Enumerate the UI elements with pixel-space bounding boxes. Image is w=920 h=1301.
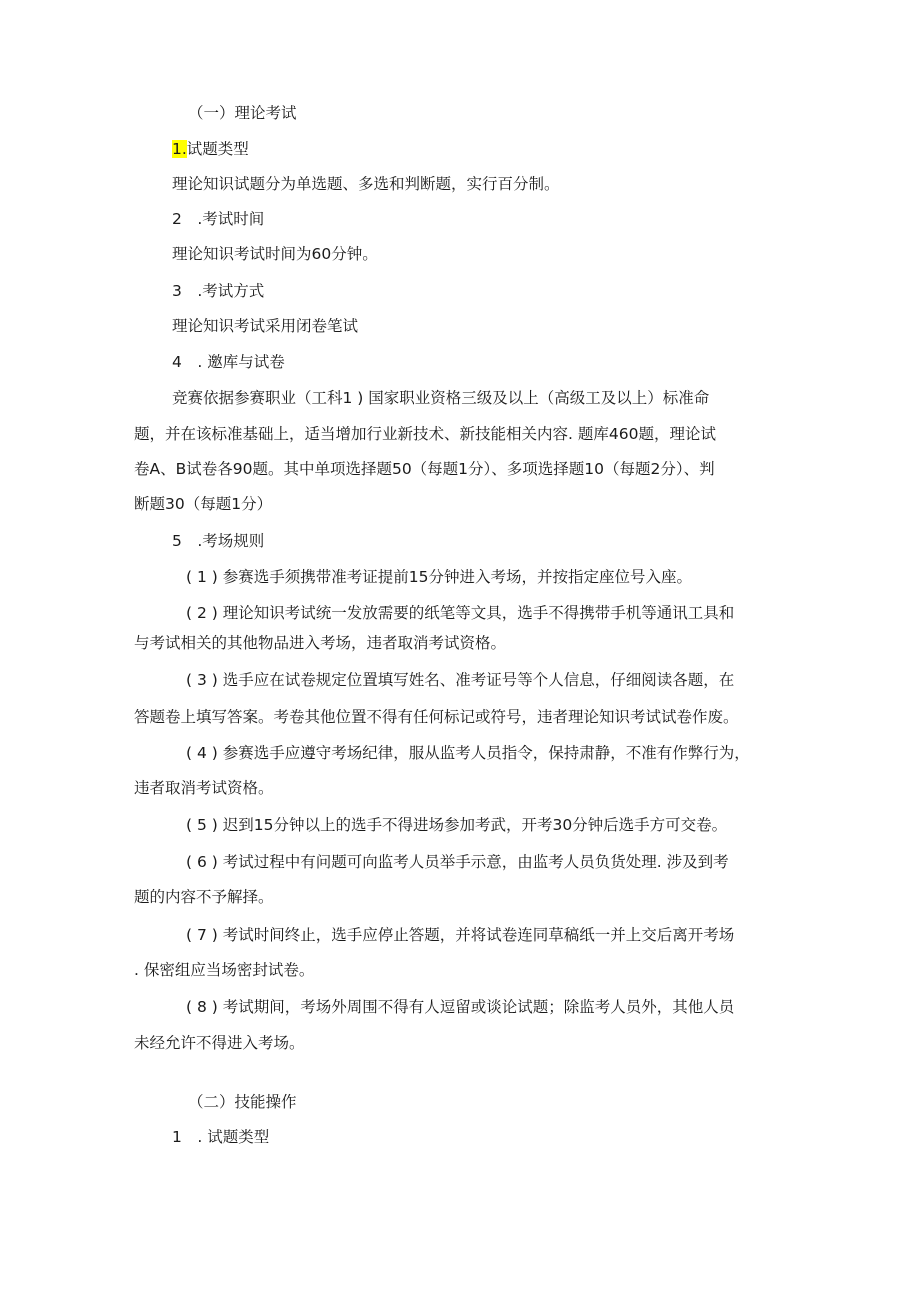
rule-5: ( 5 ) 迟到15分钟以上的选手不得进场参加考武，开考30分钟后选手方可交卷。	[186, 816, 728, 834]
rule-6-line1: ( 6 ) 考试过程中有问题可向监考人员举手示意，由监考人员负货处理. 涉及到考	[186, 853, 729, 871]
item2-heading: 2 .考试时间	[172, 210, 265, 228]
item4-heading: 4 . 邀库与试卷	[172, 353, 285, 371]
rule-8-line2: 未经允许不得进入考场。	[134, 1034, 305, 1052]
rule-2-line1: ( 2 ) 理论知识考试统一发放需要的纸笔等文具，选手不得携带手机等通讯工具和	[186, 604, 735, 622]
item3-heading: 3 .考试方式	[172, 282, 265, 300]
rule-7-line1: ( 7 ) 考试时间终止，选手应停止答题，并将试卷连同草稿纸一并上交后离开考场	[186, 926, 735, 944]
item4-body-line: 题，并在该标准基础上，适当增加行业新技术、新技能相关内容. 题库460题，理论试	[134, 425, 716, 443]
item4-body-line: 卷A、B试卷各90题。其中单项选择题50（每题1分）、多项选择题10（每题2分）、判	[134, 460, 715, 478]
item1-title: 试题类型	[186, 140, 249, 158]
rule-7-line2: . 保密组应当场密封试卷。	[134, 961, 315, 979]
rule-2-line2: 与考试相关的其他物品进入考场，违者取消考试资格。	[134, 634, 507, 652]
section2-heading: （二）技能操作	[188, 1093, 297, 1111]
rule-4-line1: ( 4 ) 参赛选手应遵守考场纪律，服从监考人员指令，保持肃静，不准有作弊行为，	[186, 744, 750, 762]
item1-heading	[172, 138, 249, 160]
rule-4-line2: 违者取消考试资格。	[134, 779, 274, 797]
item4-body-line: 断题30（每题1分）	[134, 495, 273, 513]
rule-6-line2: 题的内容不予解择。	[134, 888, 274, 906]
rule-1: ( 1 ) 参赛选手须携带准考证提前15分钟进入考场，并按指定座位号入座。	[186, 568, 692, 586]
rule-3-line1: ( 3 ) 选手应在试卷规定位置填写姓名、准考证号等个人信息，仔细阅读各题，在	[186, 671, 735, 689]
section1-heading: （一）理论考试	[188, 104, 297, 122]
rule-8-line1: ( 8 ) 考试期间，考场外周围不得有人逗留或谈论试题；除监考人员外，其他人员	[186, 998, 735, 1016]
item1-body: 理论知识试题分为单选题、多选和判断题，实行百分制。	[172, 175, 560, 193]
s2-item1-heading: 1 . 试题类型	[172, 1128, 270, 1146]
item4-body-line: 竞赛依据参赛职业（工科1 ) 国家职业资格三级及以上（高级工及以上）标准命	[172, 389, 710, 407]
rule-3-line2: 答题卷上填写答案。考卷其他位置不得有任何标记或符号，违者理论知识考试试卷作废。	[134, 708, 739, 726]
item1-number-highlight: 1.	[172, 140, 187, 158]
item2-body: 理论知识考试时间为60分钟。	[172, 245, 378, 263]
item3-body: 理论知识考试采用闭卷笔试	[172, 317, 359, 335]
item5-heading: 5 .考场规则	[172, 532, 265, 550]
